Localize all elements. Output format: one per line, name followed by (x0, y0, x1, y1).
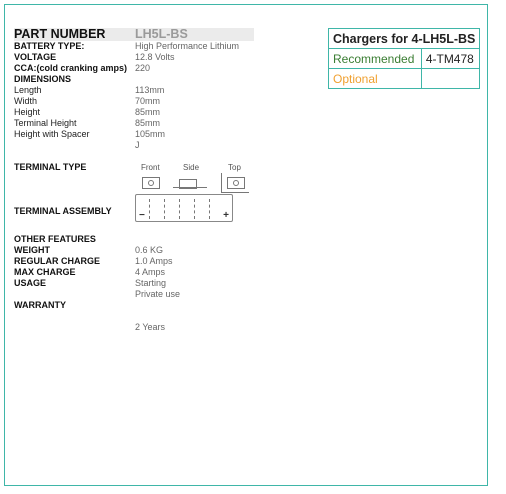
cca-label: CCA:(cold cranking amps) (14, 63, 128, 73)
height-spacer-value: 105mm (135, 129, 166, 139)
length-value: 113mm (135, 85, 165, 95)
terminal-top-bracket (221, 173, 249, 193)
width-row (14, 96, 254, 107)
warranty-row (14, 300, 254, 311)
max-charge-label: MAX CHARGE (14, 267, 76, 277)
extra-row (14, 140, 254, 151)
regular-charge-value: 1.0 Amps (135, 256, 173, 266)
usage-label: USAGE (14, 278, 47, 288)
max-charge-value: 4 Amps (135, 267, 166, 277)
positive-terminal-icon: + (223, 210, 229, 221)
other-features-row (14, 234, 254, 245)
terminal-assembly-diagram (135, 194, 233, 222)
usage-value-private: Private use (135, 289, 181, 299)
warranty-label: WARRANTY (14, 300, 66, 310)
part-number-value: LH5L-BS (135, 27, 188, 41)
voltage-label: VOLTAGE (14, 52, 57, 62)
length-row (14, 85, 254, 96)
cca-row (14, 63, 254, 74)
chargers-table (328, 28, 480, 89)
cell-divider (194, 199, 195, 219)
terminal-height-row (14, 118, 254, 129)
terminal-assembly-label: TERMINAL ASSEMBLY (14, 206, 112, 216)
battery-type-label: BATTERY TYPE: (14, 41, 85, 51)
warranty-value-row (14, 322, 254, 333)
extra-value: J (135, 140, 140, 150)
dimensions-label: DIMENSIONS (14, 74, 72, 84)
length-label: Length (14, 85, 42, 95)
max-charge-row (14, 267, 254, 278)
other-features-label: OTHER FEATURES (14, 234, 96, 244)
terminal-side-base (173, 187, 207, 191)
recommended-label: Recommended (329, 49, 422, 69)
terminal-side-label: Side (183, 163, 200, 172)
cell-divider (164, 199, 165, 219)
height-spacer-label: Height with Spacer (14, 129, 90, 139)
cca-value: 220 (135, 63, 151, 73)
dimensions-row (14, 74, 254, 85)
weight-label: WEIGHT (14, 245, 50, 255)
cell-divider (209, 199, 210, 219)
chargers-title: Chargers for 4-LH5L-BS (329, 29, 480, 49)
part-number-label: PART NUMBER (14, 27, 106, 41)
regular-charge-label: REGULAR CHARGE (14, 256, 101, 266)
terminal-front-view (142, 177, 160, 189)
usage-row-2 (14, 289, 254, 300)
terminal-type-label: TERMINAL TYPE (14, 162, 87, 172)
height-row (14, 107, 254, 118)
width-label: Width (14, 96, 38, 106)
recommended-charger-link[interactable]: 4-TM478 (421, 49, 480, 69)
usage-row (14, 278, 254, 289)
voltage-row (14, 52, 254, 63)
battery-type-row (14, 41, 254, 52)
optional-label: Optional (329, 69, 422, 89)
negative-terminal-icon: − (139, 210, 145, 221)
weight-value: 0.6 KG (135, 245, 164, 255)
battery-type-value: High Performance Lithium (135, 41, 240, 51)
terminal-type-diagram (135, 163, 251, 193)
cell-divider (149, 199, 150, 219)
height-value: 85mm (135, 107, 161, 117)
terminal-top-label: Top (228, 163, 241, 172)
width-value: 70mm (135, 96, 161, 106)
terminal-front-label: Front (141, 163, 160, 172)
terminal-bolt-icon (148, 180, 154, 186)
terminal-height-label: Terminal Height (14, 118, 77, 128)
voltage-value: 12.8 Volts (135, 52, 175, 62)
warranty-value: 2 Years (135, 322, 166, 332)
weight-row (14, 245, 254, 256)
optional-charger-cell (421, 69, 480, 89)
terminal-height-value: 85mm (135, 118, 161, 128)
cell-divider (179, 199, 180, 219)
usage-value-starting: Starting (135, 278, 167, 288)
part-number-row (14, 28, 254, 41)
height-label: Height (14, 107, 41, 117)
regular-charge-row (14, 256, 254, 267)
height-spacer-row (14, 129, 254, 140)
